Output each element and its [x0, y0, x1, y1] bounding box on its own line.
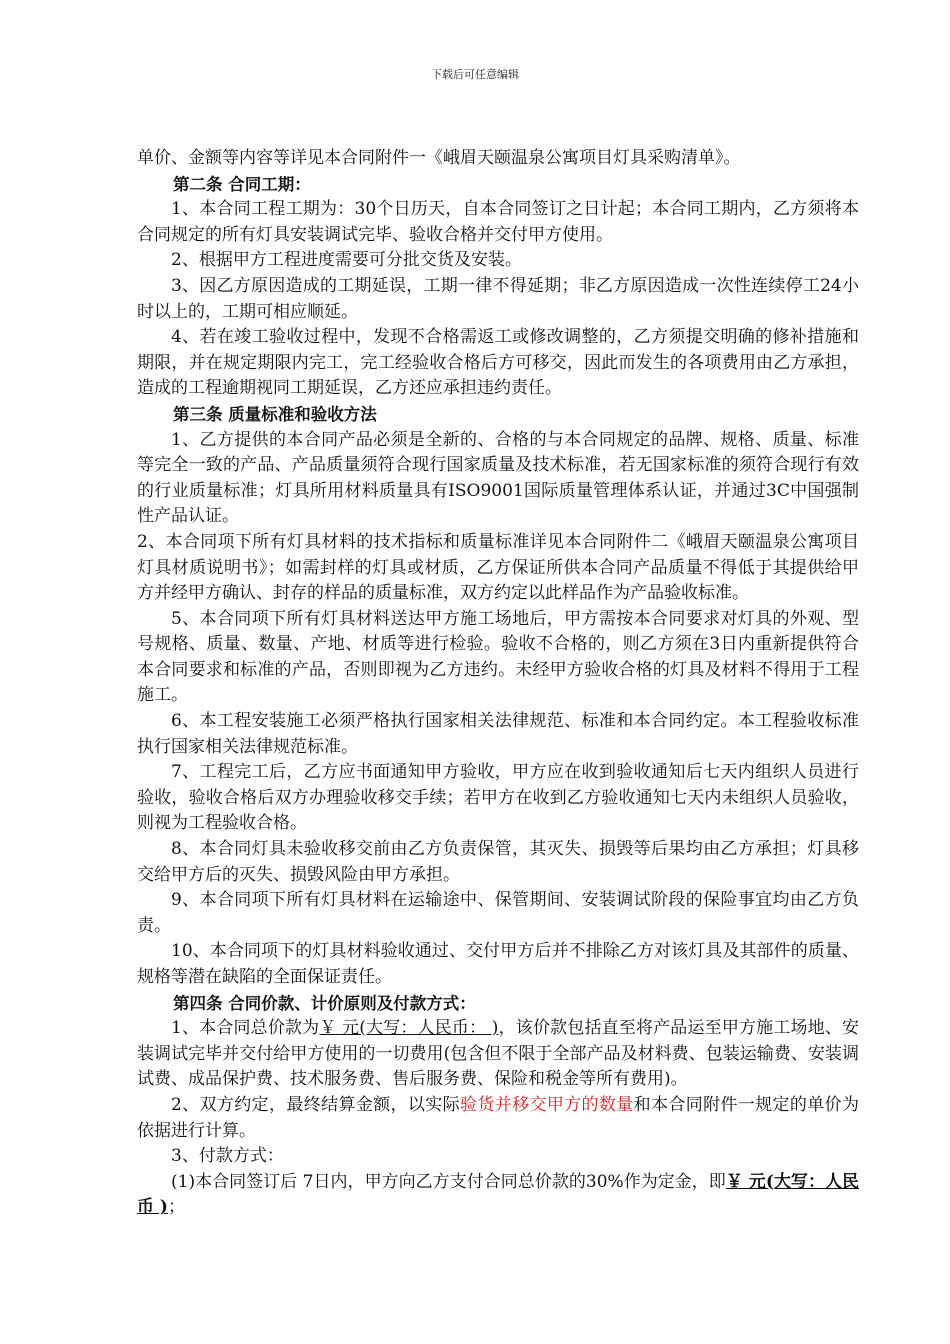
paragraph: 2、根据甲方工程进度需要可分批交货及安装。	[171, 250, 522, 271]
paragraph: 7、工程完工后，乙方应书面通知甲方验收，甲方应在收到验收通知后七天内组织人员进行验收，验收合格后双方办理验收移交手续；若甲方在收到乙方验收通知七天内未组织人员验收，则视为工程验收合格。	[137, 762, 859, 834]
paragraph: 10、本合同项下的灯具材料验收通过、交付甲方后并不排除乙方对该灯具及其部件的质量、规格等潜在缺陷的全面保证责任。	[137, 941, 859, 987]
paragraph: 3、付款方式：	[171, 1146, 284, 1167]
text-run: ；	[167, 1197, 185, 1218]
text-run: ，该价款包括直至将产品运至甲方施工场地、安装调试完毕并交付给甲方使用的一切费用(包含但不限于全部产品及材料费、包装运输费、安装调试费、成品保护费、技术服务费、售后服务费、保险和税金等所有费用)。	[137, 1018, 859, 1090]
paragraph: 5、本合同项下所有灯具材料送达甲方施工场地后，甲方需按本合同要求对灯具的外观、型号规格、质量、数量、产地、材质等进行检验。验收不合格的，则乙方须在3日内重新提供符合本合同要求和标准的产品，否则即视为乙方违约。未经甲方验收合格的灯具及材料不得用于工程施工。	[137, 608, 859, 706]
page-header: 下载后可任意编辑	[431, 68, 519, 81]
paragraph: 9、本合同项下所有灯具材料在运输途中、保管期间、安装调试阶段的保险事宜均由乙方负责。	[137, 890, 859, 936]
paragraph: 4、若在竣工验收过程中，发现不合格需返工或修改调整的，乙方须提交明确的修补措施和期限，并在规定期限内完工，完工经验收合格后方可移交，因此而发生的各项费用由乙方承担，造成的工程逾期视同工期延误，乙方还应承担违约责任。	[137, 327, 859, 399]
text-run: 1、本合同总价款为	[171, 1018, 320, 1039]
text-run: 和本合同附件一规定的单价为依据进行计算。	[137, 1094, 860, 1141]
paragraph: 1、乙方提供的本合同产品必须是全新的、合格的与本合同规定的品牌、规格、质量、标准等完全一致的产品、产品质量须符合现行国家质量及技术标准，若无国家标准的须符合现行有效的行业质量标准；灯具所用材料质量具有ISO9001国际质量管理体系认证，并通过3C中国强制性产品认证。	[137, 429, 859, 527]
document-body	[137, 146, 859, 1221]
text-run: (1)本合同签订后 7日内，甲方向乙方支付合同总价款的30%作为定金，即	[171, 1171, 726, 1192]
amount-blank: ￥ 元(大写：人民币 )	[137, 1171, 859, 1218]
paragraph	[137, 1016, 859, 1093]
section-heading-3: 第三条 质量标准和验收方法	[173, 404, 377, 424]
paragraph: 3、因乙方原因造成的工期延误，工期一律不得延期；非乙方原因造成一次性连续停工24小时以上的，工期可相应顺延。	[137, 275, 859, 322]
paragraph: 6、本工程安装施工必须严格执行国家相关法律规范、标准和本合同约定。本工程验收标准执行国家相关法律规范标准。	[137, 711, 859, 757]
paragraph: 单价、金额等内容等详见本合同附件一《峨眉天颐温泉公寓项目灯具采购清单》。	[137, 148, 741, 168]
section-heading-4: 第四条 合同价款、计价原则及付款方式：	[173, 993, 476, 1013]
section-heading-2: 第二条 合同工期：	[173, 174, 311, 194]
highlighted-text: 验货并移交甲方的数量	[460, 1094, 634, 1115]
paragraph	[137, 1093, 859, 1144]
paragraph: 2、本合同项下所有灯具材料的技术指标和质量标准详见本合同附件二《峨眉天颐温泉公寓项目灯具材质说明书》；如需封样的灯具或材质，乙方保证所供本合同产品质量不得低于其提供给甲方并经甲方确认、封存的样品的质量标准，双方约定以此样品作为产品验收标准。	[137, 531, 859, 604]
amount-blank: ￥ 元(大写：人民币： )	[319, 1018, 499, 1039]
text-run: 2、双方约定，最终结算金额，以实际	[171, 1094, 460, 1115]
paragraph	[137, 1170, 859, 1221]
paragraph: 1、本合同工程工期为：30个日历天，自本合同签订之日计起；本合同工期内，乙方须将本合同规定的所有灯具安装调试完毕、验收合格并交付甲方使用。	[137, 199, 859, 245]
paragraph: 8、本合同灯具未验收移交前由乙方负责保管，其灭失、损毁等后果均由乙方承担；灯具移交给甲方后的灭失、损毁风险由甲方承担。	[137, 839, 859, 885]
